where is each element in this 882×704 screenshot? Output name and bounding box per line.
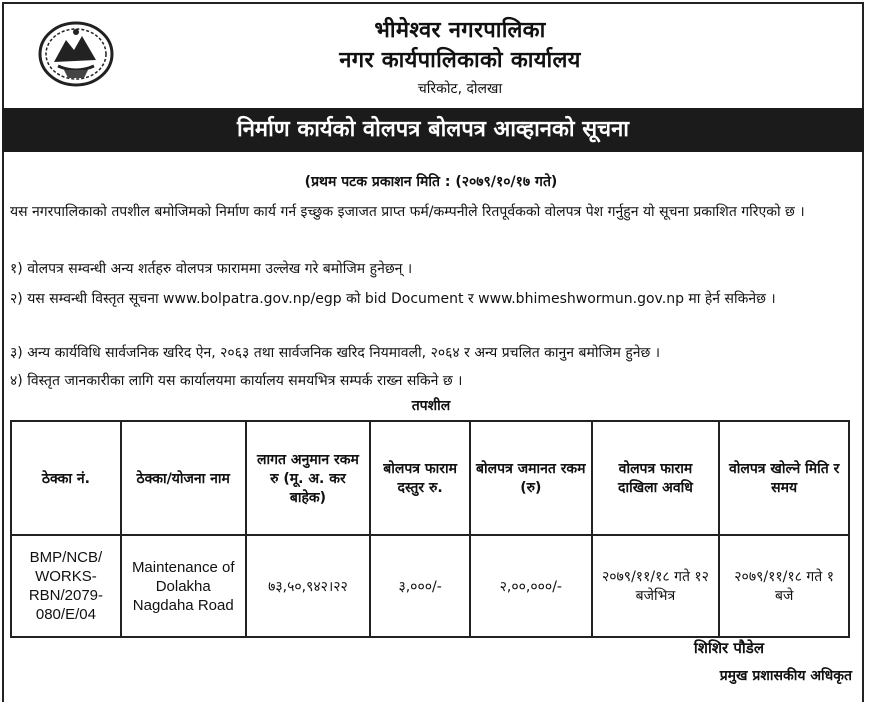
- cost-estimate-cell: ७३,५०,९४२।२२: [246, 535, 371, 637]
- contract-no-cell: BMP/NCB/ WORKS- RBN/2079- 080/E/04: [11, 535, 121, 637]
- intro-paragraph: यस नगरपालिकाको तपशील बमोजिमको निर्माण कार्य गर्न इच्छुक इजाजत प्राप्त फर्म/कम्पनीले रितपूर्वकको वोलपत्र पेश गर्नुहुन यो सूचना प्रकाशित गरिएको छ ।: [10, 204, 805, 220]
- form-fee-cell: ३,०००/-: [370, 535, 470, 637]
- notice-title-banner: निर्माण कार्यको वोलपत्र बोलपत्र आव्हानको सूचना: [2, 108, 864, 152]
- point-2: २) यस सम्वन्धी विस्तृत सूचना www.bolpatra.gov.np/egp को bid Document र www.bhimeshwormun.gov.np मा हेर्न सकिनेछ ।: [10, 291, 776, 307]
- col-project-name: ठेक्का/योजना नाम: [121, 421, 246, 535]
- col-submission-deadline: वोलपत्र फाराम दाखिला अवधि: [592, 421, 720, 535]
- point-1: १) वोलपत्र सम्वन्धी अन्य शर्तहरु वोलपत्र फाराममा उल्लेख गरे बमोजिम हुनेछन् ।: [10, 261, 413, 277]
- table-header-row: [11, 421, 849, 535]
- bid-security-cell: २,००,०००/-: [470, 535, 592, 637]
- point-4: ४) विस्तृत जानकारीका लागि यस कार्यालयमा कार्यालय समयभित्र सम्पर्क राख्न सकिने छ ।: [10, 373, 463, 389]
- government-emblem-icon: [36, 18, 116, 88]
- publish-date: (प्रथम पटक प्रकाशन मिति : (२०७९/१०/१७ गते): [304, 174, 558, 190]
- table-caption: तपशील: [411, 398, 451, 414]
- col-cost-estimate: लागत अनुमान रकम रु (मू. अ. कर बाहेक): [246, 421, 371, 535]
- project-name-cell: Maintenance of Dolakha Nagdaha Road: [121, 535, 246, 637]
- signatory-name: शिशिर पौडेल: [693, 639, 764, 657]
- signatory-title: प्रमुख प्रशासकीय अधिकृत: [719, 668, 852, 684]
- col-contract-no: ठेक्का नं.: [11, 421, 121, 535]
- col-opening-date: वोलपत्र खोल्ने मिति र समय: [719, 421, 849, 535]
- point-3: ३) अन्य कार्यविधि सार्वजनिक खरिद ऐन, २०६३ तथा सार्वजनिक खरिद नियमावली, २०६४ र अन्य प्रचलित कानुन बमोजिम हुनेछ ।: [10, 345, 661, 361]
- submission-deadline-cell: २०७९/११/१८ गते १२ बजेभित्र: [592, 535, 720, 637]
- opening-date-cell: २०७९/११/१८ गते १ बजे: [719, 535, 849, 637]
- office-name: नगर कार्यपालिकाको कार्यालय: [339, 48, 581, 73]
- col-form-fee: बोलपत्र फाराम दस्तुर रु.: [370, 421, 470, 535]
- tender-details-table: [10, 420, 850, 638]
- table-row: [11, 535, 849, 637]
- office-address: चरिकोट, दोलखा: [417, 81, 503, 97]
- municipality-name: भीमेश्वर नगरपालिका: [374, 18, 546, 43]
- col-bid-security: बोलपत्र जमानत रकम (रु): [470, 421, 592, 535]
